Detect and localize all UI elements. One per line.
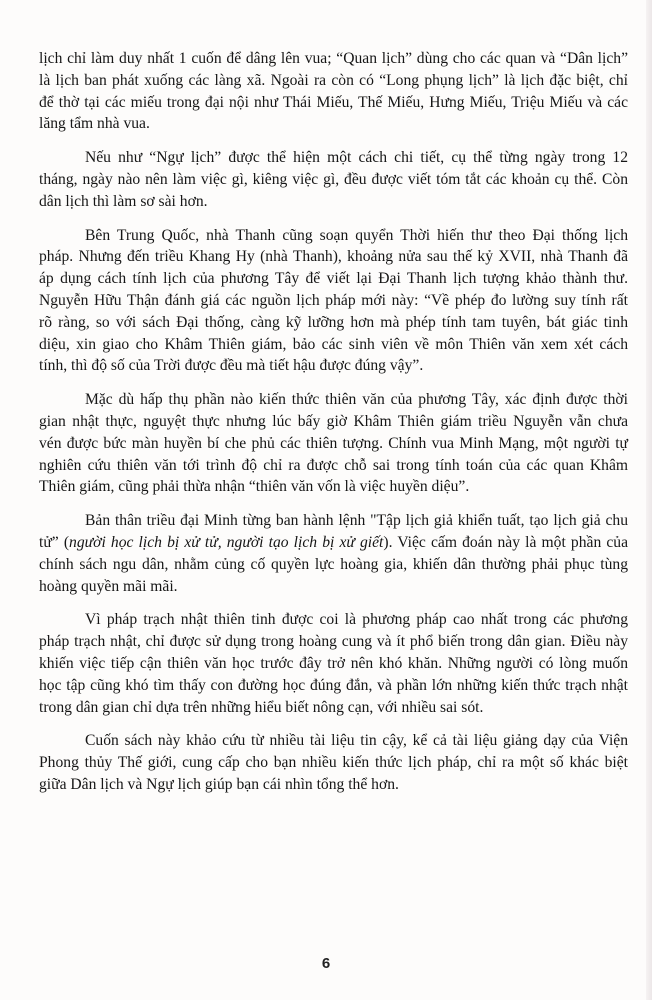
text-line: Vì pháp trạch nhật thiên tinh được coi là phương pháp cao nhất trong các phương <box>85 611 628 629</box>
text-line: dân lịch thì làm sơ sài hơn. <box>39 192 208 210</box>
text-line: Bên Trung Quốc, nhà Thanh cũng soạn quyển Thời hiến thư theo Đại thống lịch <box>85 226 628 244</box>
text-line: lịch chỉ làm duy nhất 1 cuốn để dâng lên vua; “Quan lịch” dùng cho các quan và “Dân lịch” <box>39 50 628 67</box>
text-line: rõ ràng, so với sách Đại thống, càng kỹ lưỡng hơn mà phép tính tam tuyên, bát giác tinh <box>39 313 628 331</box>
text-segment: ). Việc cấm đoán này là một phần của <box>383 533 629 551</box>
text-line: Phong thủy Thế giới, cung cấp cho bạn nhiều kiến thức lịch pháp, chỉ ra một số khác biệt <box>39 754 628 772</box>
body-text <box>39 48 628 808</box>
text-line <box>39 532 628 554</box>
italic-translation: người học lịch bị xử tử, người tạo lịch bị xử giết <box>69 533 384 551</box>
text-segment: tử” ( <box>39 533 70 551</box>
text-line: để thờ tại các miếu trong đại nội như Thái Miếu, Thế Miếu, Hưng Miếu, Triệu Miếu và các <box>39 93 628 111</box>
text-line: pháp. Nhưng đến triều Khang Hy (nhà Thanh), khoảng nửa sau thế kỷ XVII, nhà Thanh đã <box>39 248 628 266</box>
text-line: Nguyễn Hữu Thận đánh giá các nguồn lịch pháp mới này: “Về phép đo lường suy tính rất <box>39 291 628 309</box>
text-line: Bản thân triều đại Minh từng ban hành lệnh "Tập lịch giả khiển tuất, tạo lịch giả chu <box>85 512 628 530</box>
text-line: áp dụng cách tính lịch của phương Tây để viết lại Đại Thanh lịch tượng khảo thành thư. <box>39 270 628 288</box>
page-edge-shadow <box>646 0 652 1000</box>
text-line: học tập cũng khó tìm thấy con đường học đúng đắn, và phần lớn những kiến thức trạch nhật <box>39 676 628 694</box>
text-line: là lịch ban phát xuống các làng xã. Ngoài ra còn có “Long phụng lịch” là lịch đặc biệt, chỉ <box>39 71 628 89</box>
text-line: lăng tẩm nhà vua. <box>39 115 150 133</box>
paragraph-qing-calendar <box>39 225 628 378</box>
text-line: Thiên giám, cũng phải thừa nhận “thiên văn vốn là việc huyền diệu”. <box>39 478 470 496</box>
text-line: khiến việc tiếp cận thiên văn học trước đây trở nên khó khăn. Những người có lòng muốn <box>39 654 628 672</box>
text-line: trong dân gian chỉ dựa trên những hiểu biết nông cạn, với nhiều sai sót. <box>39 698 484 716</box>
paragraph-ngu-lich <box>39 147 628 212</box>
text-line: tháng, ngày nào nên làm việc gì, kiêng việc gì, đều được viết tóm tắt các khoản cụ thể. Còn <box>39 170 628 188</box>
paragraph-date-selection <box>39 609 628 718</box>
text-line: vén được bức màn huyền bí che phủ các thiên tượng. Chính vua Minh Mạng, một người tự <box>39 434 628 452</box>
text-line: diệu, xin giao cho Khâm Thiên giám, bảo các sinh viên về môn Thiên văn xem xét cách <box>39 335 628 353</box>
text-line: Nếu như “Ngự lịch” được thể hiện một cách chi tiết, cụ thể từng ngày trong 12 <box>85 149 628 167</box>
text-line: chính sách ngu dân, nhằm củng cố quyền lực hoàng gia, khiến dân thường phải phục tùng <box>39 555 628 573</box>
text-line: hoàng quyền mãi mãi. <box>39 577 178 595</box>
paragraph-royal-calendars <box>39 48 628 135</box>
text-line: gian nhật thực, nguyệt thực nhưng lúc bấy giờ Khâm Thiên giám triều Nguyễn vẫn chưa <box>39 412 628 430</box>
page-number: 6 <box>321 955 331 972</box>
text-line: Mặc dù hấp thụ phần nào kiến thức thiên văn của phương Tây, xác định được thời <box>85 391 628 409</box>
text-line: giữa Dân lịch và Ngự lịch giúp bạn cái nhìn tổng thể hơn. <box>39 775 399 793</box>
text-line: nghiên cứu thiên văn tới trình độ chỉ ra được chỗ sai trong tính toán của các quan Khâm <box>39 456 628 474</box>
text-line: Cuốn sách này khảo cứu từ nhiều tài liệu tin cậy, kể cả tài liệu giảng dạy của Viện <box>85 732 628 750</box>
text-line: tính, thì độ số của Trời được đều mà tiết hậu được đúng vậy”. <box>39 357 424 375</box>
paragraph-western-astronomy <box>39 389 628 498</box>
paragraph-book-summary <box>39 730 628 795</box>
text-line: pháp trạch nhật, chỉ được sử dụng trong hoàng cung và ít phổ biến trong dân gian. Điều này <box>39 633 628 651</box>
paragraph-ming-decree <box>39 510 628 597</box>
